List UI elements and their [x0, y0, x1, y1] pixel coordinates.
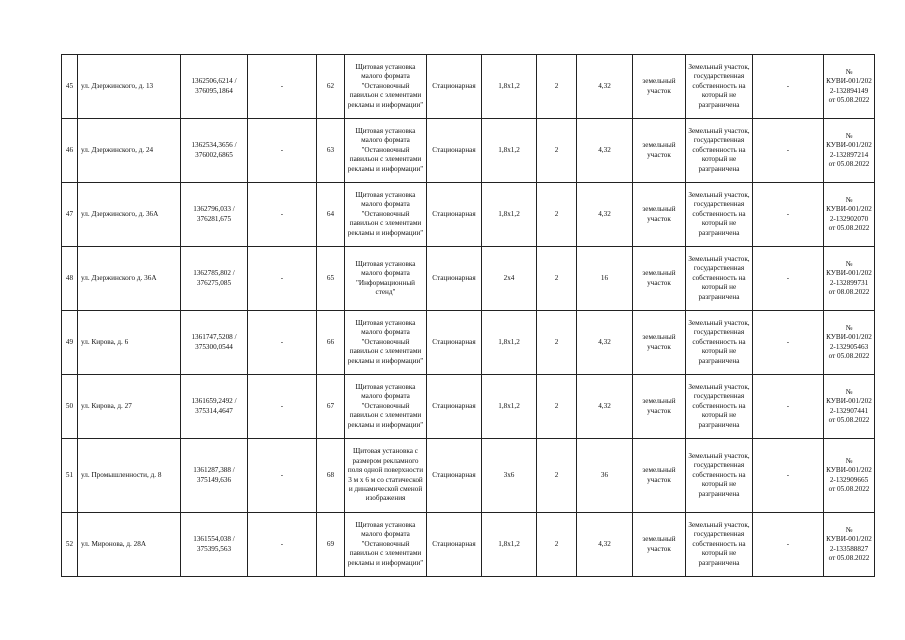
table-row: [62, 119, 875, 183]
empty-cell: -: [248, 55, 317, 119]
table-row: [62, 513, 875, 577]
field-size-cell: 1,8х1,2: [482, 513, 537, 577]
empty-cell: -: [248, 183, 317, 247]
ownership-cell: Земельный участок, государственная собственность на который не разграничена: [686, 247, 753, 311]
land-category-cell: земельный участок: [633, 183, 686, 247]
placement-kind-cell: Стационарная: [427, 119, 482, 183]
ownership-cell: Земельный участок, государственная собственность на который не разграничена: [686, 513, 753, 577]
address-cell: ул. Дзержинского, д. 36А: [78, 183, 181, 247]
table-row: [62, 375, 875, 439]
empty-cell: -: [248, 439, 317, 513]
placement-kind-cell: Стационарная: [427, 247, 482, 311]
row-number: 51: [62, 439, 78, 513]
sides-count-cell: 2: [537, 247, 577, 311]
land-category-cell: земельный участок: [633, 375, 686, 439]
field-size-cell: 1,8х1,2: [482, 311, 537, 375]
land-category-cell: земельный участок: [633, 513, 686, 577]
empty-cell: -: [248, 311, 317, 375]
document-ref-cell: № КУВИ-001/2022-132907441 от 05.08.2022: [824, 375, 875, 439]
ownership-cell: Земельный участок, государственная собственность на который не разграничена: [686, 183, 753, 247]
document-ref-cell: № КУВИ-001/2022-133588827 от 05.08.2022: [824, 513, 875, 577]
document-ref-cell: № КУВИ-001/2022-132905463 от 05.08.2022: [824, 311, 875, 375]
field-size-cell: 1,8х1,2: [482, 55, 537, 119]
document-ref-cell: № КУВИ-001/2022-132897214 от 05.08.2022: [824, 119, 875, 183]
address-cell: ул. Дзержинского, д. 24: [78, 119, 181, 183]
ownership-cell: Земельный участок, государственная собственность на который не разграничена: [686, 311, 753, 375]
empty-cell: -: [753, 311, 824, 375]
address-cell: ул. Дзержинского, д. 13: [78, 55, 181, 119]
ownership-cell: Земельный участок, государственная собственность на который не разграничена: [686, 375, 753, 439]
structure-type-cell: Щитовая установка с размером рекламного поля одной поверхности 3 м х 6 м со статической и динамической сменой изображения: [345, 439, 427, 513]
placement-kind-cell: Стационарная: [427, 439, 482, 513]
ownership-cell: Земельный участок, государственная собственность на который не разграничена: [686, 119, 753, 183]
row-number: 45: [62, 55, 78, 119]
empty-cell: -: [753, 55, 824, 119]
object-id-cell: 66: [317, 311, 345, 375]
sides-count-cell: 2: [537, 55, 577, 119]
document-ref-cell: № КУВИ-001/2022-132894149 от 05.08.2022: [824, 55, 875, 119]
coordinates-cell: 1361659,2492 / 375314,4647: [181, 375, 248, 439]
sides-count-cell: 2: [537, 439, 577, 513]
structure-type-cell: Щитовая установка малого формата "Остановочный павильон с элементами рекламы и информации": [345, 375, 427, 439]
sides-count-cell: 2: [537, 375, 577, 439]
object-id-cell: 69: [317, 513, 345, 577]
coordinates-cell: 1362785,802 / 376275,085: [181, 247, 248, 311]
object-id-cell: 67: [317, 375, 345, 439]
placement-kind-cell: Стационарная: [427, 375, 482, 439]
object-id-cell: 63: [317, 119, 345, 183]
address-cell: ул. Дзержинского д. 36А: [78, 247, 181, 311]
land-category-cell: земельный участок: [633, 439, 686, 513]
object-id-cell: 64: [317, 183, 345, 247]
document-ref-cell: № КУВИ-001/2022-132899731 от 08.08.2022: [824, 247, 875, 311]
land-category-cell: земельный участок: [633, 119, 686, 183]
empty-cell: -: [248, 513, 317, 577]
structure-type-cell: Щитовая установка малого формата "Остановочный павильон с элементами рекламы и информации": [345, 513, 427, 577]
area-cell: 4,32: [577, 311, 633, 375]
row-number: 48: [62, 247, 78, 311]
area-cell: 4,32: [577, 183, 633, 247]
row-number: 50: [62, 375, 78, 439]
land-category-cell: земельный участок: [633, 55, 686, 119]
sides-count-cell: 2: [537, 311, 577, 375]
row-number: 46: [62, 119, 78, 183]
address-cell: ул. Промышленности, д. 8: [78, 439, 181, 513]
coordinates-cell: 1361554,038 / 375395,563: [181, 513, 248, 577]
empty-cell: -: [753, 183, 824, 247]
area-cell: 4,32: [577, 119, 633, 183]
coordinates-cell: 1361747,5208 / 375300,0544: [181, 311, 248, 375]
land-category-cell: земельный участок: [633, 247, 686, 311]
empty-cell: -: [753, 119, 824, 183]
structure-type-cell: Щитовая установка малого формата "Остановочный павильон с элементами рекламы и информации": [345, 311, 427, 375]
empty-cell: -: [753, 247, 824, 311]
coordinates-cell: 1362796,033 / 376281,675: [181, 183, 248, 247]
table-row: [62, 311, 875, 375]
area-cell: 4,32: [577, 375, 633, 439]
coordinates-cell: 1362534,3656 / 376002,6865: [181, 119, 248, 183]
empty-cell: -: [753, 439, 824, 513]
field-size-cell: 1,8х1,2: [482, 375, 537, 439]
table-body: [62, 55, 875, 577]
object-id-cell: 65: [317, 247, 345, 311]
area-cell: 4,32: [577, 55, 633, 119]
object-id-cell: 68: [317, 439, 345, 513]
sides-count-cell: 2: [537, 119, 577, 183]
structure-type-cell: Щитовая установка малого формата "Остановочный павильон с элементами рекламы и информации": [345, 183, 427, 247]
structure-type-cell: Щитовая установка малого формата "Информационный стенд": [345, 247, 427, 311]
ownership-cell: Земельный участок, государственная собственность на который не разграничена: [686, 439, 753, 513]
placement-kind-cell: Стационарная: [427, 311, 482, 375]
document-ref-cell: № КУВИ-001/2022-132909665 от 05.08.2022: [824, 439, 875, 513]
address-cell: ул. Кирова, д. 6: [78, 311, 181, 375]
row-number: 52: [62, 513, 78, 577]
empty-cell: -: [248, 375, 317, 439]
table-row: [62, 439, 875, 513]
coordinates-cell: 1361287,388 / 375149,636: [181, 439, 248, 513]
placement-kind-cell: Стационарная: [427, 513, 482, 577]
table-row: [62, 247, 875, 311]
area-cell: 36: [577, 439, 633, 513]
sides-count-cell: 2: [537, 183, 577, 247]
coordinates-cell: 1362506,6214 / 376095,1864: [181, 55, 248, 119]
address-cell: ул. Миронова, д. 28А: [78, 513, 181, 577]
placement-kind-cell: Стационарная: [427, 183, 482, 247]
row-number: 49: [62, 311, 78, 375]
field-size-cell: 2х4: [482, 247, 537, 311]
object-id-cell: 62: [317, 55, 345, 119]
field-size-cell: 1,8х1,2: [482, 119, 537, 183]
table-row: [62, 183, 875, 247]
field-size-cell: 3х6: [482, 439, 537, 513]
empty-cell: -: [248, 119, 317, 183]
empty-cell: -: [248, 247, 317, 311]
ownership-cell: Земельный участок, государственная собственность на который не разграничена: [686, 55, 753, 119]
land-category-cell: земельный участок: [633, 311, 686, 375]
structure-type-cell: Щитовая установка малого формата "Остановочный павильон с элементами рекламы и информации": [345, 55, 427, 119]
registry-table: [61, 54, 875, 577]
sides-count-cell: 2: [537, 513, 577, 577]
empty-cell: -: [753, 375, 824, 439]
empty-cell: -: [753, 513, 824, 577]
row-number: 47: [62, 183, 78, 247]
field-size-cell: 1,8х1,2: [482, 183, 537, 247]
structure-type-cell: Щитовая установка малого формата "Остановочный павильон с элементами рекламы и информации": [345, 119, 427, 183]
document-ref-cell: № КУВИ-001/2022-132902070 от 05.08.2022: [824, 183, 875, 247]
area-cell: 4,32: [577, 513, 633, 577]
placement-kind-cell: Стационарная: [427, 55, 482, 119]
table-row: [62, 55, 875, 119]
address-cell: ул. Кирова, д. 27: [78, 375, 181, 439]
area-cell: 16: [577, 247, 633, 311]
